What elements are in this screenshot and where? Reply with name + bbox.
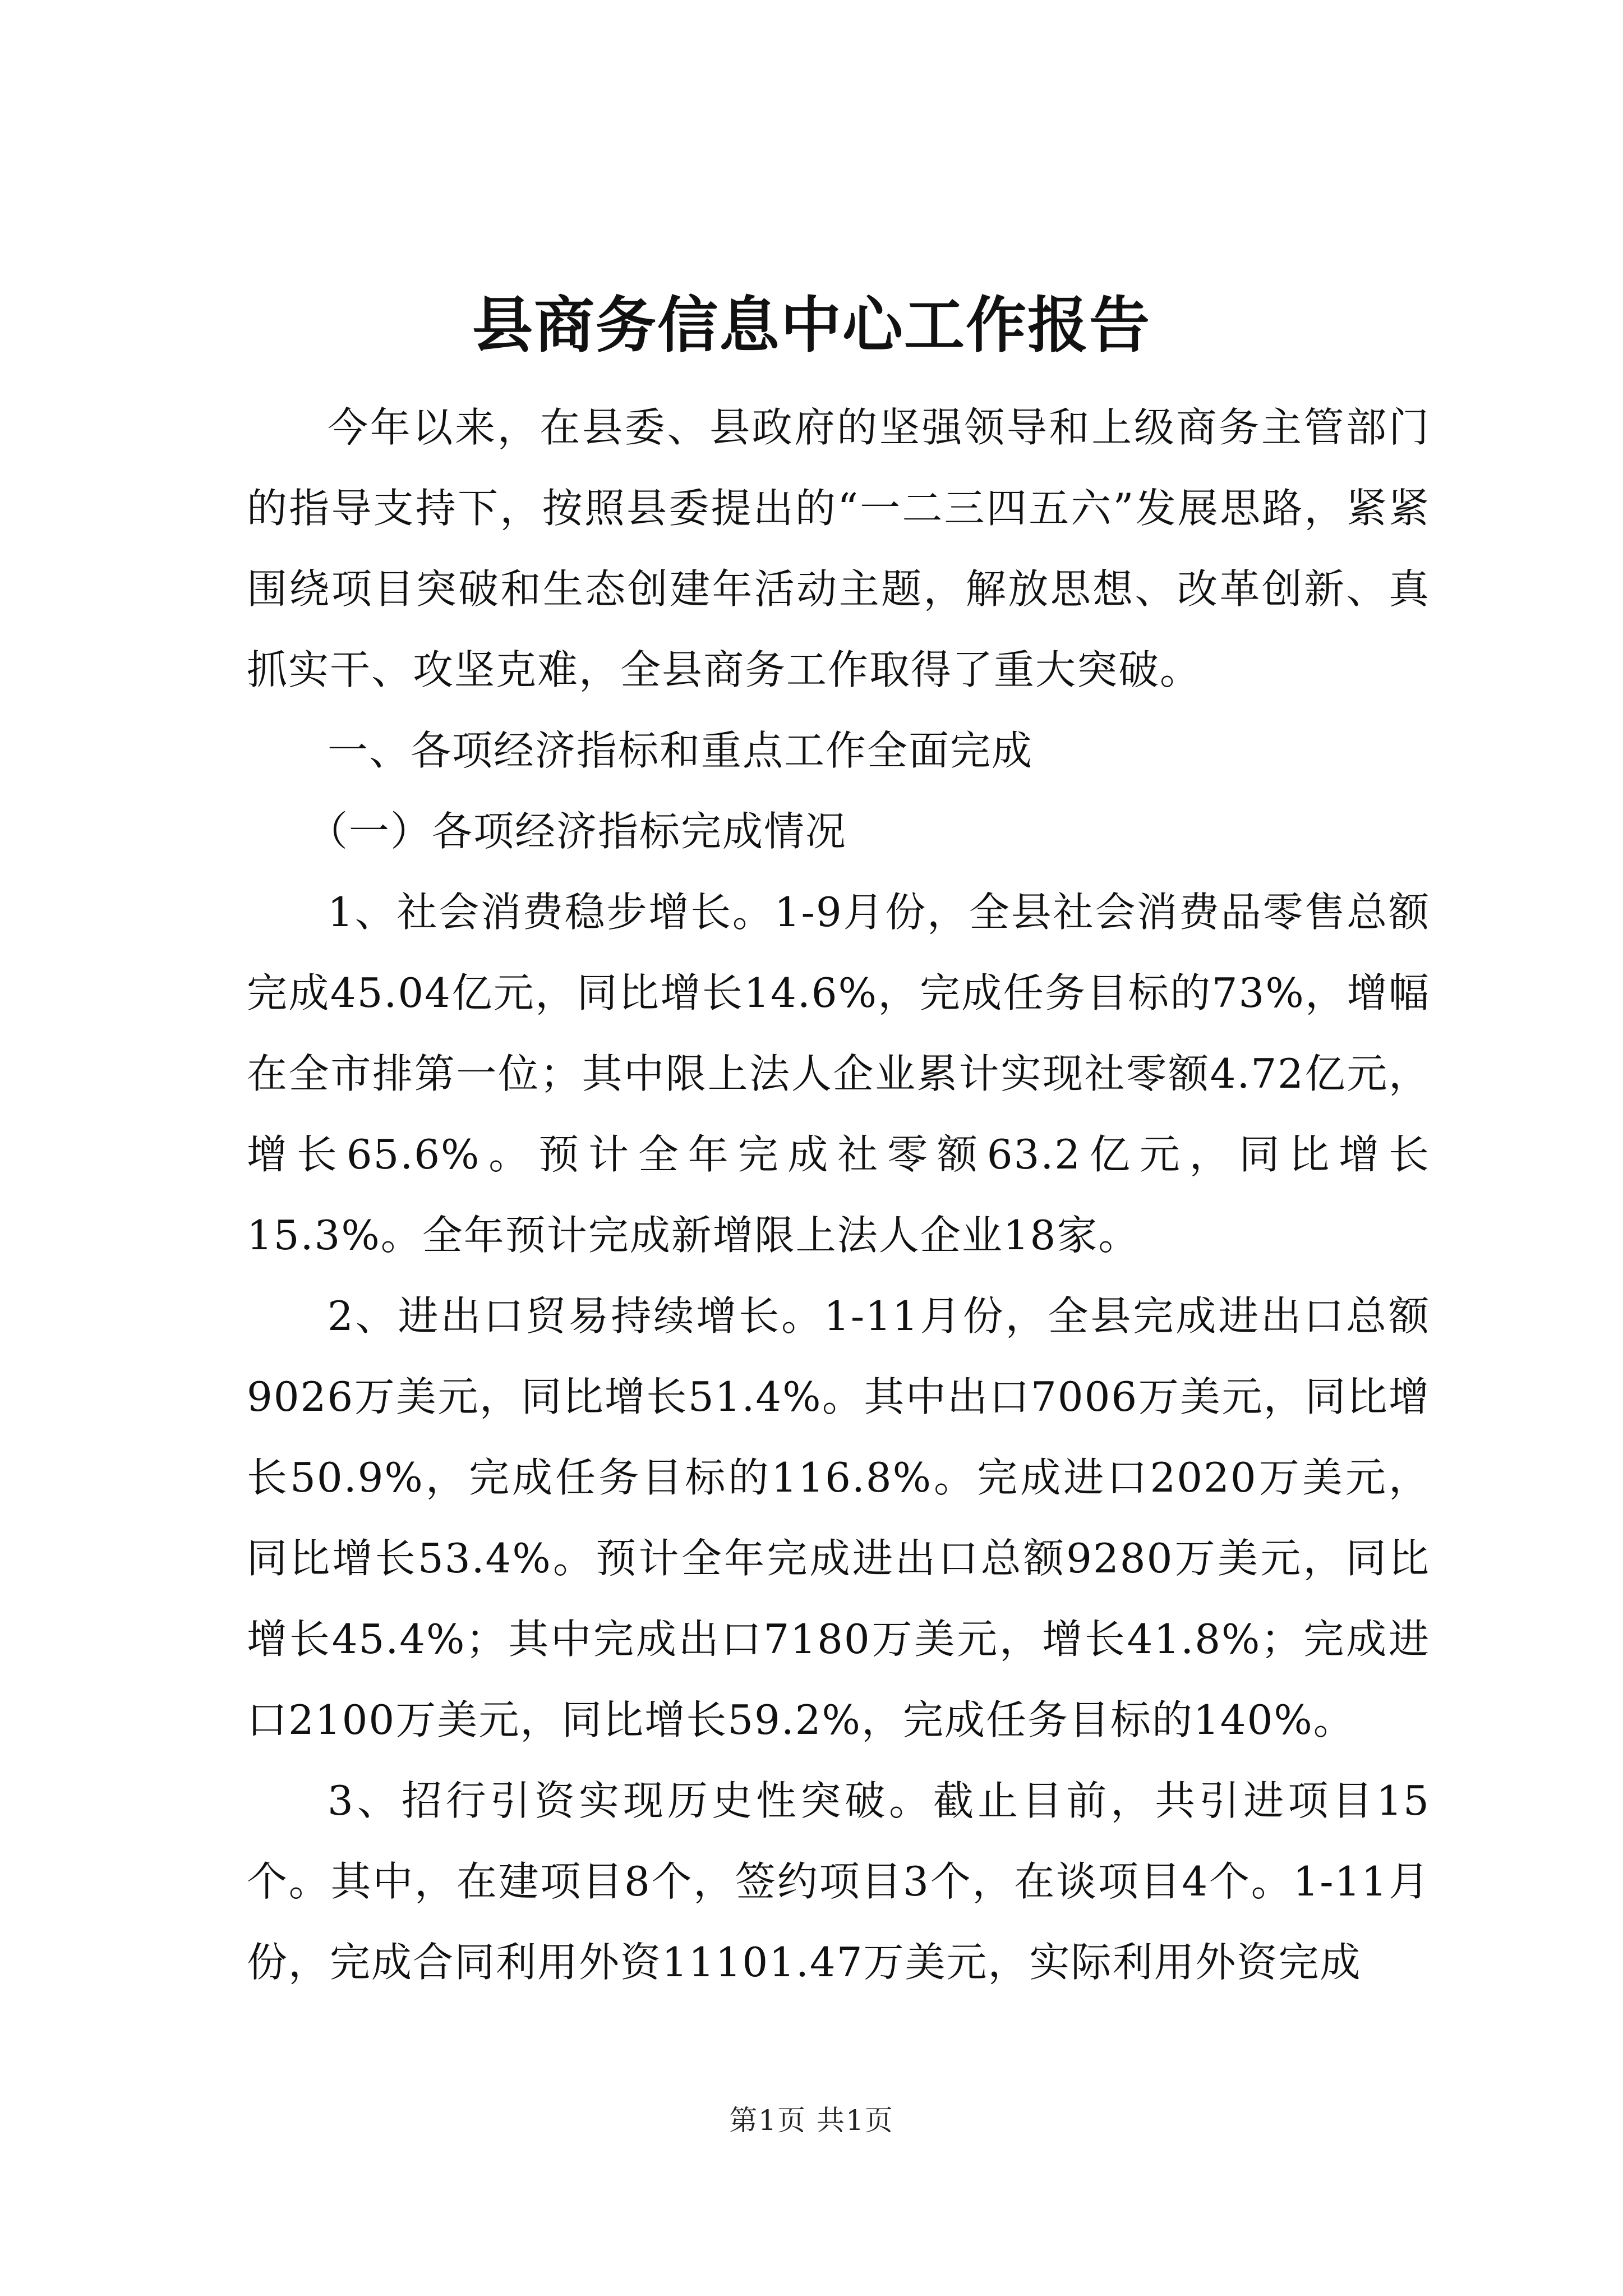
intro-paragraph: 今年以来，在县委、县政府的坚强领导和上级商务主管部门的指导支持下，按照县委提出的“一二三四五六”发展思路，紧紧围绕项目突破和生态创建年活动主题，解放思想、改革创新、真抓实干、攻坚克难，全县商务工作取得了重大突破。: [247, 404, 1430, 693]
section-heading: 一、各项经济指标和重点工作全面完成: [328, 727, 1034, 774]
item-paragraph-consumption: 1、社会消费稳步增长。1-9月份，全县社会消费品零售总额完成45.04亿元，同比增长14.6%，完成任务目标的73%，增幅在全市排第一位；其中限上法人企业累计实现社零额4.72亿元，增长65.6%。预计全年完成社零额63.2亿元，同比增长15.3%。全年预计完成新增限上法人企业18家。: [247, 889, 1430, 1259]
page-footer: 第1页 共1页: [729, 2104, 894, 2137]
item-paragraph-investment: 3、招行引资实现历史性突破。截止目前，共引进项目15个。其中，在建项目8个，签约项目3个，在谈项目4个。1-11月份，完成合同利用外资11101.47万美元，实际利用外资完成: [247, 1777, 1430, 1986]
item-paragraph-trade: 2、进出口贸易持续增长。1-11月份，全县完成进出口总额9026万美元，同比增长51.4%。其中出口7006万美元，同比增长50.9%，完成任务目标的116.8%。完成进口2020万美元，同比增长53.4%。预计全年完成进出口总额9280万美元，同比增长45.4%；其中完成出口7180万美元，增长41.8%；完成进口2100万美元，同比增长59.2%，完成任务目标的140%。: [247, 1292, 1430, 1743]
document-body: [247, 387, 1430, 2003]
document-title: 县商务信息中心工作报告: [472, 290, 1151, 361]
subsection-heading: （一）各项经济指标完成情况: [307, 808, 847, 855]
